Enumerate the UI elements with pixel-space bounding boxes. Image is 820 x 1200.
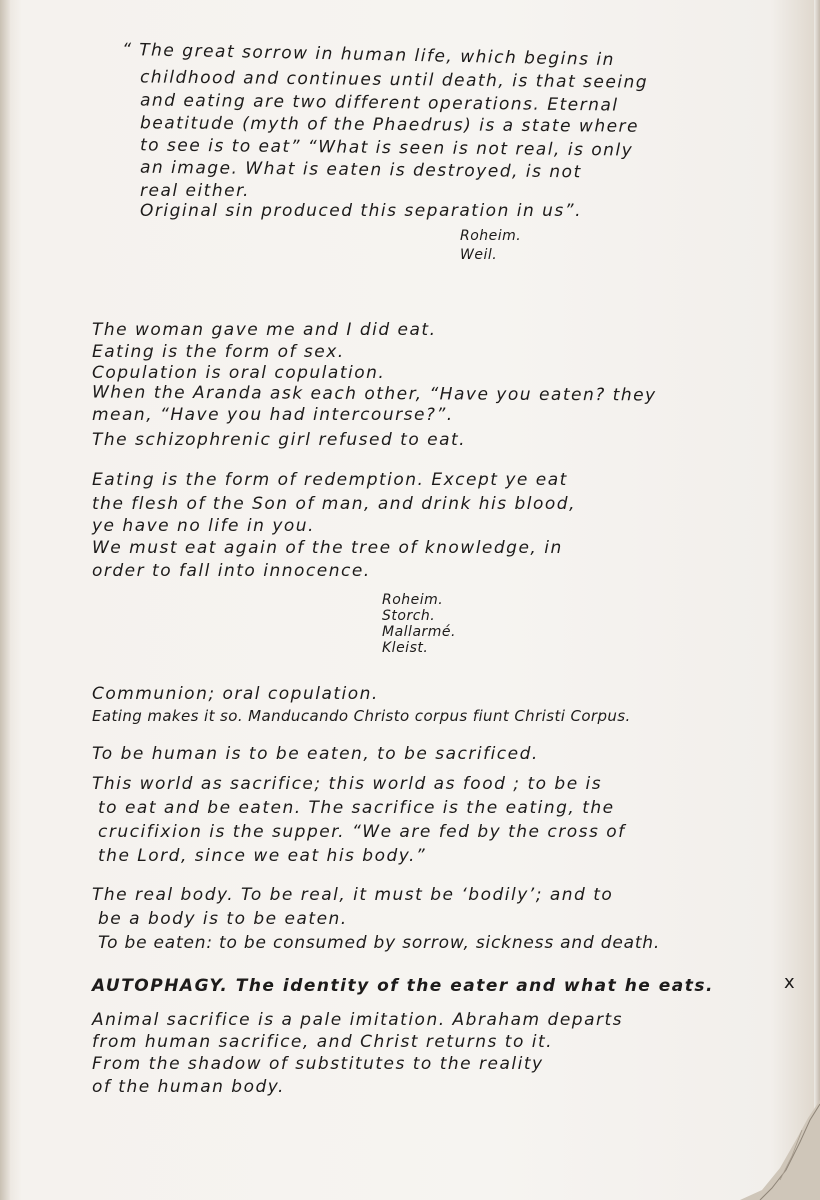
margin-mark: x xyxy=(784,972,795,993)
text-line: Eating makes it so. Manducando Christo corpus fiunt Christi Corpus. xyxy=(92,707,631,725)
text-line: To be eaten: to be consumed by sorrow, sickness and death. xyxy=(98,933,661,953)
text-line: Eating is the form of sex. xyxy=(92,342,345,362)
text-line: From the shadow of substitutes to the reality xyxy=(92,1054,544,1074)
text-line: the Lord, since we eat his body.” xyxy=(98,846,427,866)
text-line: an image. What is eaten is destroyed, is not xyxy=(139,157,582,183)
attribution-line: Mallarmé. xyxy=(382,624,456,640)
attribution-line: Roheim. xyxy=(460,228,522,244)
page-left-edge xyxy=(0,0,10,1200)
text-line: from human sacrifice, and Christ returns to it. xyxy=(92,1032,554,1052)
text-line: the flesh of the Son of man, and drink his blood, xyxy=(92,494,576,514)
text-line: ye have no life in you. xyxy=(92,516,315,536)
text-line: Copulation is oral copulation. xyxy=(92,363,386,383)
text-line: To be human is to be eaten, to be sacrificed. xyxy=(92,744,539,764)
text-line: mean, “Have you had intercourse?”. xyxy=(92,405,454,425)
text-line: of the human body. xyxy=(92,1077,285,1097)
text-line: real either. xyxy=(140,181,250,201)
text-line: This world as sacrifice; this world as food ; to be is xyxy=(92,774,603,794)
text-line: Original sin produced this separation in us”. xyxy=(140,201,582,221)
text-line: The real body. To be real, it must be ‘bodily’; and to xyxy=(92,885,614,905)
attribution-line: Kleist. xyxy=(382,640,429,656)
text-line: and eating are two different operations. Eternal xyxy=(139,90,619,116)
text-line: “ The great sorrow in human life, which begins in xyxy=(121,39,616,71)
text-line: to eat and be eaten. The sacrifice is the eating, the xyxy=(98,798,615,818)
text-line: to see is to eat” “What is seen is not real, is only xyxy=(139,135,634,161)
text-line: Animal sacrifice is a pale imitation. Abraham departs xyxy=(92,1010,623,1030)
page-right-edge xyxy=(814,0,820,1200)
attribution-line: Roheim. xyxy=(382,592,444,608)
text-line: childhood and continues until death, is that seeing xyxy=(139,67,649,93)
text-line: crucifixion is the supper. “We are fed by the cross of xyxy=(98,822,626,842)
text-line: Communion; oral copulation. xyxy=(92,684,379,704)
text-line: beatitude (myth of the Phaedrus) is a state where xyxy=(139,113,640,137)
torn-corner xyxy=(700,1060,820,1200)
text-line: The schizophrenic girl refused to eat. xyxy=(92,430,467,450)
text-line: When the Aranda ask each other, “Have you eaten? they xyxy=(91,382,657,406)
text-line: Eating is the form of redemption. Except ye eat xyxy=(92,470,568,490)
text-line: AUTOPHAGY. The identity of the eater and what he eats. xyxy=(92,976,714,996)
text-line: be a body is to be eaten. xyxy=(98,909,348,929)
text-line: order to fall into innocence. xyxy=(92,561,371,581)
attribution-line: Storch. xyxy=(382,608,436,624)
attribution-line: Weil. xyxy=(460,247,498,263)
text-line: The woman gave me and I did eat. xyxy=(92,320,437,340)
text-line: We must eat again of the tree of knowledge, in xyxy=(92,538,563,558)
